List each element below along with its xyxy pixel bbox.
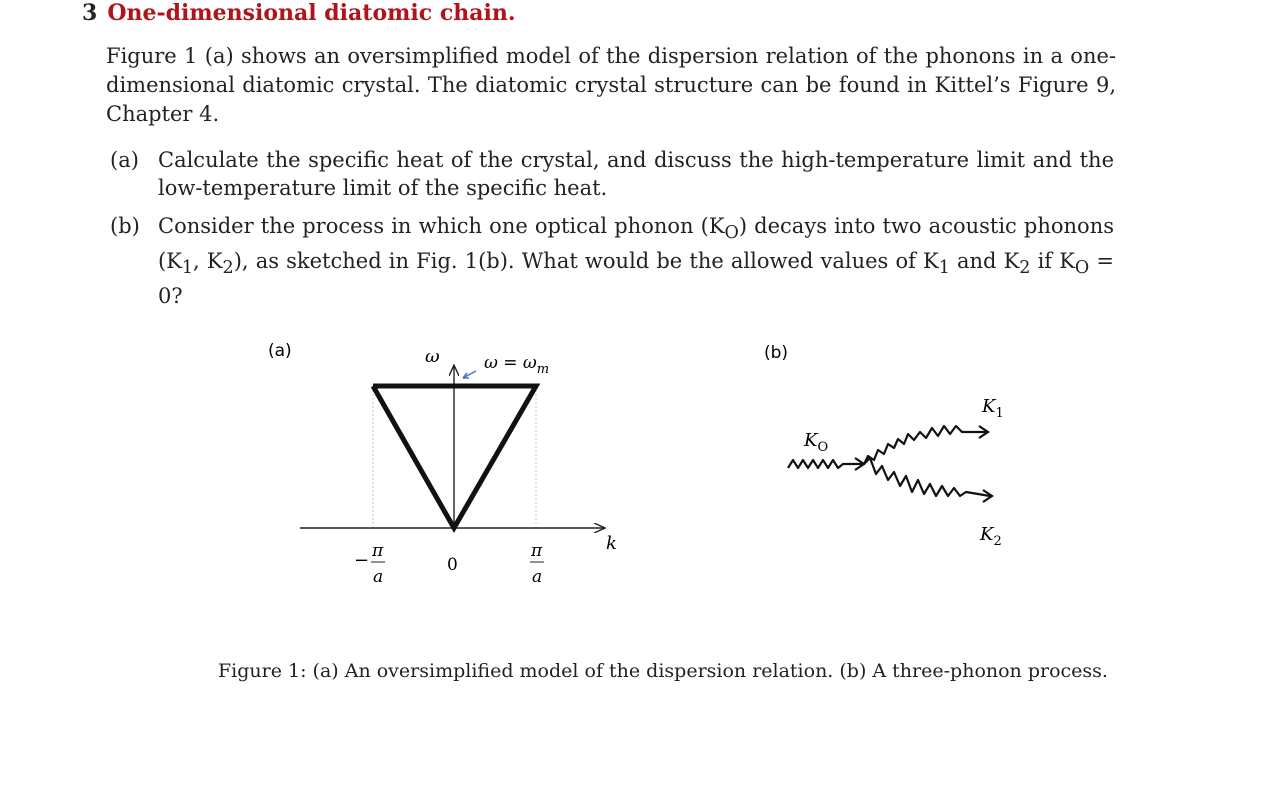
phonon-ko-wave (788, 460, 862, 468)
phonon-k2-wave (864, 458, 990, 496)
section-number: 3 (82, 0, 98, 26)
tick-left-sign: − (354, 550, 370, 571)
k-axis-label: k (606, 533, 617, 554)
tick-right-numerator: π (531, 541, 543, 561)
panel-a (268, 341, 617, 587)
omega-axis-label: ω (425, 346, 440, 367)
omega-m-label: $\omega = \omega_m$ (484, 353, 550, 377)
question-b-label: (b) (110, 214, 140, 238)
label-k1: $K_1$ (982, 396, 1004, 421)
figure-caption: Figure 1: (a) An oversimplified model of the dispersion relation. (b) A three-phonon process. (218, 660, 1108, 682)
panel-b-label: (b) (764, 343, 789, 363)
tick-right-denominator: a (532, 567, 543, 587)
label-ko: $K_O$ (804, 430, 829, 455)
tick-left-numerator: π (372, 541, 384, 561)
label-k2: $K_2$ (980, 524, 1002, 549)
tick-left-denominator: a (373, 567, 384, 587)
question-a-text: Calculate the specific heat of the crystal, and discuss the high-temperature limit and the low-temperature limit of the specific heat. (158, 148, 1114, 200)
section-heading: One-dimensional diatomic chain. (107, 0, 516, 26)
intro-paragraph: Figure 1 (a) shows an oversimplified model of the dispersion relation of the phonons in a one-dimensional diatomic crystal. The diatomic crystal structure can be found in Kittel’s Figure 9, Chapter 4. (106, 44, 1116, 126)
phonon-k1-wave (864, 426, 986, 464)
panel-b (764, 343, 1004, 549)
question-b-text: Consider the process in which one optical phonon $(K_O)$ decays into two acoustic phonons ($K_1$, $K_2$), as sketched in Fig. 1(b). What would be the allowed values of $K_1$ and $K_2$ if $K_O = 0$? (158, 214, 1114, 309)
panel-a-label: (a) (268, 341, 292, 361)
question-a-label: (a) (110, 148, 139, 172)
tick-zero: 0 (447, 555, 458, 575)
